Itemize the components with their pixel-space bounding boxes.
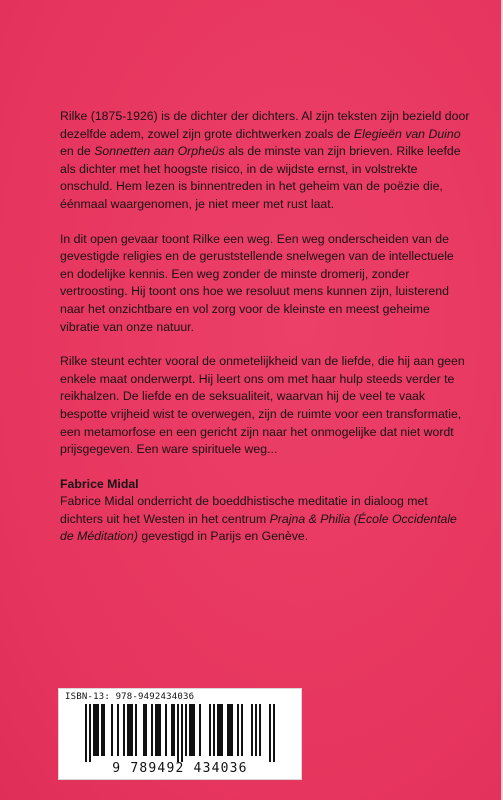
blurb-paragraph-1-text-b: en de — [60, 144, 95, 159]
barcode-bar — [213, 704, 215, 756]
barcode-bar — [95, 704, 97, 756]
barcode-bars — [73, 704, 287, 762]
barcode-bar — [219, 704, 221, 756]
blurb-paragraph-1 — [60, 108, 470, 214]
barcode-bar — [217, 704, 219, 756]
barcode-bar — [199, 704, 201, 756]
blurb-paragraph-3: Rilke steunt echter vooral de onmetelijkheid van de liefde, die hij aan geen enkele maat onderwerpt. Hij leert ons om met haar hulp steeds verder te reikhalzen. De liefde en de seksualiteit, waarvan hij de veel te vaak bespotte vrijheid wist te overwegen, zijn de ruimte voor een transformatie, een metamorfose en een gericht zijn naar het onmogelijke dat niet wordt prijsgegeven. Een ware spirituele weg... — [60, 354, 465, 457]
barcode-bar — [97, 704, 99, 756]
barcode-bar — [227, 704, 229, 756]
center-name: Prajna & Philia (École Occidentale de Méditation) — [60, 511, 457, 544]
barcode-label — [58, 688, 302, 780]
barcode-bar — [189, 704, 191, 756]
author-name: Fabrice Midal — [60, 476, 139, 491]
author-bio-a: Fabrice Midal onderricht de boeddhistische meditatie in dialoog met dichters uit het Westen in het centrum — [60, 494, 428, 526]
barcode-bar — [131, 704, 133, 756]
book-title-sonnetten: Sonnetten aan Orpheüs — [94, 144, 225, 159]
blurb-paragraph-1-text-a: Rilke (1875-1926) is de dichter der dichters. Al zijn teksten zijn bezield door dezelfde adem, zowel zijn grote dichtwerken zoals de — [60, 109, 470, 141]
barcode-bar — [237, 704, 239, 756]
barcode-bar — [231, 704, 233, 756]
barcode-bar — [157, 704, 159, 756]
barcode-bar — [85, 704, 87, 762]
barcode-bar — [181, 704, 183, 762]
barcode-bar — [173, 704, 175, 756]
barcode-bar — [103, 704, 105, 756]
blurb-text-block — [60, 108, 470, 563]
author-bio-b: gevestigd in Parijs en Genève. — [137, 529, 309, 544]
barcode-bar — [117, 704, 119, 756]
barcode-bar — [221, 704, 223, 756]
barcode-bar — [159, 704, 161, 756]
barcode-bar — [241, 704, 243, 756]
barcode-bar — [193, 704, 195, 756]
barcode-bar — [127, 704, 129, 756]
barcode-bar — [155, 704, 157, 756]
barcode-bar — [101, 704, 103, 756]
barcode-bar — [273, 704, 275, 762]
barcode-bar — [229, 704, 231, 756]
book-title-elegieen: Elegieën van Duino — [353, 126, 461, 141]
barcode-bar — [251, 704, 253, 756]
barcode-bar — [259, 704, 261, 756]
barcode-bar — [269, 704, 271, 762]
barcode-bar — [177, 704, 179, 762]
barcode-bar — [143, 704, 145, 756]
barcode-bar — [145, 704, 147, 756]
blurb-paragraph-2: In dit open gevaar toont Rilke een weg. Een weg onderscheiden van de gevestigde religies en de geruststellende snelwegen van de intellectuele en dodelijke kennis. Een weg zonder de minste dromerij, zonder vertroosting. Hij toont ons hoe we resoluut mens kunnen zijn, luisterend naar het onzichtbare en vol zorg voor de kleinste en meest geheime vibratie van onze natuur. — [60, 231, 454, 334]
barcode-bar — [129, 704, 131, 756]
blurb-paragraph-1-text-c: als de minste van zijn brieven. Rilke leefde als dichter met het hoogste risico, in de wijdste ernst, in volstrekte onschuld. Hem lezen is binnentreden in het geheim van de poëzie die, éénmaal waargenomen, je niet meer met rust laat. — [60, 144, 461, 211]
barcode-bar — [111, 704, 113, 756]
barcode-bar — [165, 704, 167, 756]
barcode-bar — [123, 704, 125, 756]
barcode-bar — [89, 704, 91, 762]
barcode-bar — [135, 704, 137, 756]
isbn-text: ISBN-13: 978-9492434036 — [65, 692, 195, 702]
barcode-bar — [171, 704, 173, 756]
author-section — [60, 476, 470, 546]
barcode-bar — [191, 704, 193, 756]
barcode-bar — [93, 704, 95, 756]
barcode-digits: 9 789492 434036 — [112, 761, 248, 776]
barcode-bar — [209, 704, 211, 756]
barcode-bar — [151, 704, 153, 756]
barcode-bar — [185, 704, 187, 756]
barcode-bar — [255, 704, 257, 756]
